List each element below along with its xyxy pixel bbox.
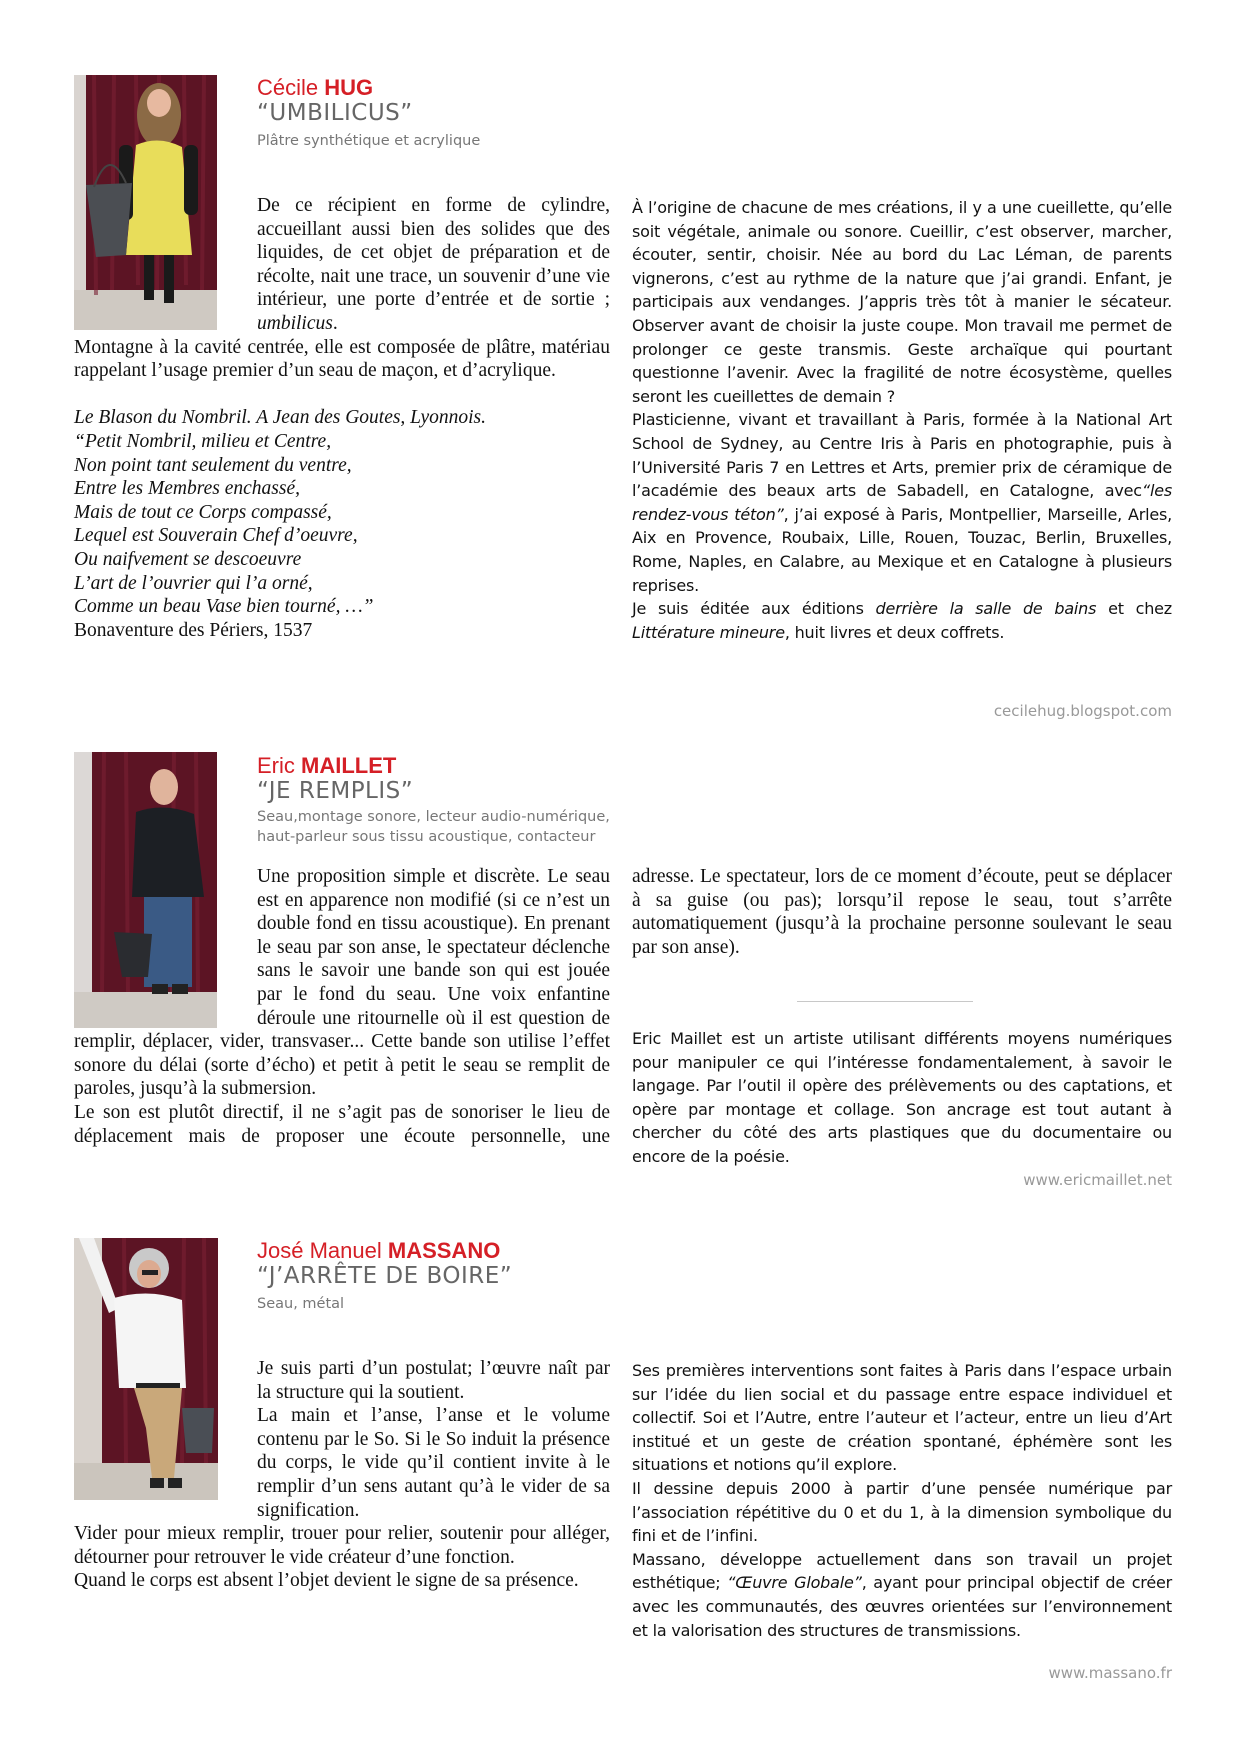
poem-line: Lequel est Souverain Chef d’oeuvre, xyxy=(74,525,358,547)
divider-line xyxy=(797,1001,973,1002)
artist-last-name: MAILLET xyxy=(301,753,397,778)
artist-last-name: MASSANO xyxy=(387,1238,501,1263)
artist-bio xyxy=(632,1359,1172,1642)
bio-paragraph: Ses premières interventions sont faites à Paris dans l’espace urbain sur l’idée du lien social et du passage entre espace individuel et collectif. Soi et l’Autre, entre l’auteur et l’acteur, entre un lieu d’Art institué et un geste de création spontané, éphémère sont les situations et notions qu’il explore. xyxy=(632,1361,1172,1475)
poem-line: L’art de l’ouvrier qui l’a orné, xyxy=(74,572,313,594)
work-title: “J’ARRÊTE DE BOIRE” xyxy=(257,1263,513,1289)
poem-line: Entre les Membres enchassé, xyxy=(74,478,300,500)
statement-paragraph: Une proposition simple et discrète. Le seau est en apparence non modifié (si ce n’est un double fond en tissu acoustique). En prenant le seau par son anse, le spectateur déclenche sans le savoir une bande son qui est jouée par le fond du seau. Une voix enfantine déroule une ritournelle où il est question de remplir, déplacer, vider, transvaser... Cette bande son utilise l’effet sonore du délai (sorte d’écho) et petit à petit le seau se remplit de paroles, jusqu’à la submersion. xyxy=(74,866,610,1100)
poem-line: Le Blason du Nombril. A Jean des Goutes, Lyonnois. xyxy=(74,407,486,429)
work-title: “UMBILICUS” xyxy=(257,100,413,126)
artist-first-name: José Manuel xyxy=(257,1238,382,1263)
statement-paragraph: Quand le corps est absent l’objet devient le signe de sa présence. xyxy=(74,1570,579,1592)
poem-line: “Petit Nombril, milieu et Centre, xyxy=(74,430,332,452)
artwork-statement-continued xyxy=(632,865,1172,959)
artist-name xyxy=(257,1238,500,1264)
artist-name xyxy=(257,753,396,779)
work-material-line-2: haut-parleur sous tissu acoustique, contacteur xyxy=(257,829,596,845)
statement-paragraph: Je suis parti d’un postulat; l’œuvre naît par la structure qui la soutient. xyxy=(257,1358,610,1403)
bio-paragraph: Il dessine depuis 2000 à partir d’une pensée numérique par l’association répétitive du 0 et du 1, à la dimension symbolique du fini et de l’infini. xyxy=(632,1478,1172,1546)
bio-paragraph: Massano, développe actuellement dans son travail un projet esthétique; “Œuvre Globale”, ayant pour principal objectif de créer avec les communautés, des œuvres orientées sur l’environnement et la valorisation des structures de transmissions. xyxy=(632,1549,1173,1640)
artwork-statement xyxy=(74,194,610,642)
artist-bio xyxy=(632,196,1172,644)
poem-line: Ou naifvement se descoeuvre xyxy=(74,548,302,570)
bio-paragraph: Plasticienne, vivant et travaillant à Paris, formée à la National Art School de Sydney, au Centre Iris à Paris en photographie, puis à l’Université Paris 7 en Lettres et Arts, premier prix de céramique de l’académie des beaux arts de Sabadell, en Catalogne, avec“les rendez-vous téton”, j’ai exposé à Paris, Montpellier, Marseille, Arles, Aix en Provence, Roubaix, Lille, Rouen, Touzac, Berlin, Bruxelles, Rome, Naples, en Calabre, au Mexique et en Catalogne à plusieurs reprises. xyxy=(632,410,1172,595)
artist-bio xyxy=(632,1027,1172,1169)
statement-paragraph: Montagne à la cavité centrée, elle est composée de plâtre, matériau rappelant l’usage premier d’un seau de maçon, et d’acrylique. xyxy=(74,336,610,382)
work-material: Seau, métal xyxy=(257,1296,345,1312)
statement-paragraph: Vider pour mieux remplir, trouer pour relier, soutenir pour alléger, détourner pour retrouver le vide créateur d’une fonction. xyxy=(74,1523,610,1568)
statement-paragraph: De ce récipient en forme de cylindre, accueillant aussi bien des solides que des liquides, de cet objet de préparation et de récolte, nait une trace, un souvenir d’une vie intérieur, une porte d’entrée et de sortie ; umbilicus. xyxy=(257,195,610,334)
artist-website-link[interactable]: cecilehug.blogspot.com xyxy=(993,702,1172,720)
artist-website-link[interactable]: www.ericmaillet.net xyxy=(1023,1171,1172,1189)
statement-paragraph: La main et l’anse, l’anse et le volume contenu par le So. Si le So induit la présence du corps, le vide qu’il contient invite à le remplir d’un sens autant qu’à le vider de sa signification. xyxy=(257,1405,610,1521)
poem-line: Comme un beau Vase bien tourné, …” xyxy=(74,596,374,618)
statement-paragraph: Le son est plutôt directif, il ne s’agit pas de sonoriser le lieu de déplacement mais de proposer une écoute personnelle, une xyxy=(74,1101,610,1147)
statement-paragraph: adresse. Le spectateur, lors de ce moment d’écoute, peut se déplacer à sa guise (ou pas); lorsqu’il repose le seau, tout s’arrête automatiquement (jusqu’à la prochaine personne soulevant le seau par son anse). xyxy=(632,866,1172,958)
work-material: Plâtre synthétique et acrylique xyxy=(257,133,481,149)
work-title: “JE REMPLIS” xyxy=(257,778,414,804)
artwork-statement xyxy=(74,865,610,1148)
artist-name xyxy=(257,75,373,101)
poem-line: Non point tant seulement du ventre, xyxy=(74,454,352,476)
artist-first-name: Eric xyxy=(257,753,295,778)
bio-paragraph: Eric Maillet est un artiste utilisant différents moyens numériques pour manipuler ce qui l’intéresse fondamentalement, à savoir le langage. Par l’outil il opère des prélèvements ou des captations, et opère par montage et collage. Son ancrage est tout autant à chercher du côté des arts plastiques que du documentaire ou encore de la poésie. xyxy=(632,1029,1172,1166)
artist-last-name: HUG xyxy=(324,75,374,100)
poem-line: Mais de tout ce Corps compassé, xyxy=(74,501,332,523)
work-material-line-1: Seau,montage sonore, lecteur audio-numérique, xyxy=(257,809,610,825)
bio-paragraph: À l’origine de chacune de mes créations, il y a une cueillette, qu’elle soit végétale, animale ou sonore. Cueillir, c’est observer, marcher, écouter, sentir, choisir. Née au bord du Lac Léman, de parents vignerons, c’est au rythme de la nature que j’ai grandi. Enfant, je participais aux vendanges. J’appris très tôt à manier le sécateur. Observer avant de choisir la juste coupe. Mon travail me permet de prolonger ce geste transmis. Geste archaïque qui pourtant questionne l’avenir. Avec la fragilité de notre écosystème, quelles seront les cueillettes de demain ? xyxy=(632,198,1172,406)
artwork-statement xyxy=(74,1357,610,1593)
poem-credit: Bonaventure des Périers, 1537 xyxy=(74,619,313,641)
bio-paragraph: Je suis éditée aux éditions derrière la salle de bains et chez Littérature mineure, huit livres et deux coffrets. xyxy=(632,599,1172,642)
artist-first-name: Cécile xyxy=(257,75,319,100)
artist-website-link[interactable]: www.massano.fr xyxy=(1048,1664,1172,1682)
poem xyxy=(74,406,610,642)
